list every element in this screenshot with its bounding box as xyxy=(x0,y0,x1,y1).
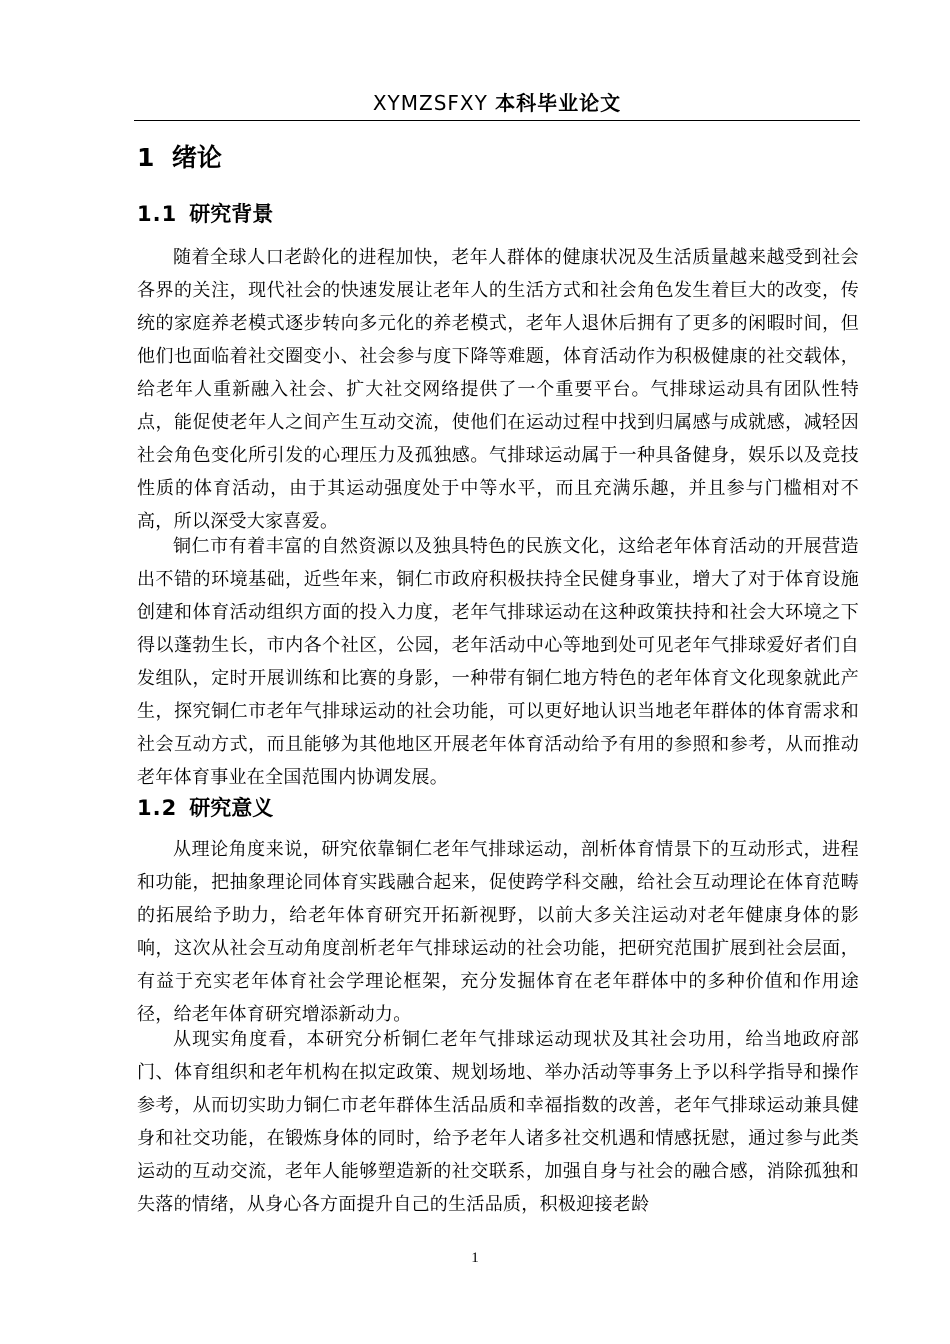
paragraph-significance-2: 从现实角度看，本研究分析铜仁老年气排球运动现状及其社会功用，给当地政府部门、体育组织和老年机构在拟定政策、规划场地、举办活动等事务上予以科学指导和操作参考，从而切实助力铜仁市老年群体生活品质和幸福指数的改善，老年气排球运动兼具健身和社交功能，在锻炼身体的同时，给予老年人诸多社交机遇和情感抚慰，通过参与此类运动的互动交流，老年人能够塑造新的社交联系，加强自身与社会的融合感，消除孤独和失落的情绪，从身心各方面提升自己的生活品质，积极迎接老龄 xyxy=(137,1029,859,1215)
header-rule xyxy=(134,120,860,121)
running-header-latin: XYMZSFXY xyxy=(372,91,488,115)
running-header xyxy=(134,88,860,118)
section-title-text: 研究背景 xyxy=(189,202,274,226)
paragraph-significance-1: 从理论角度来说，研究依靠铜仁老年气排球运动，剖析体育情景下的互动形式，进程和功能，把抽象理论同体育实践融合起来，促使跨学科交融，给社会互动理论在体育范畴的拓展给予助力，给老年体育研究开拓新视野，以前大多关注运动对老年健康身体的影响，这次从社会互动角度剖析老年气排球运动的社会功能，把研究范围扩展到社会层面，有益于充实老年体育社会学理论框架，充分发掘体育在老年群体中的多种价值和作用途径，给老年体育研究增添新动力。 xyxy=(137,839,859,1025)
section-heading-1-2 xyxy=(137,793,273,823)
section-number: 1.1 xyxy=(137,202,178,226)
section-number: 1.2 xyxy=(137,796,178,820)
paragraph-background-1: 随着全球人口老龄化的进程加快，老年人群体的健康状况及生活质量越来越受到社会各界的关注，现代社会的快速发展让老年人的生活方式和社会角色发生着巨大的改变，传统的家庭养老模式逐步转向多元化的养老模式，老年人退休后拥有了更多的闲暇时间，但他们也面临着社交圈变小、社会参与度下降等难题，体育活动作为积极健康的社交载体，给老年人重新融入社会、扩大社交网络提供了一个重要平台。气排球运动具有团队性特点，能促使老年人之间产生互动交流，使他们在运动过程中找到归属感与成就感，减轻因社会角色变化所引发的心理压力及孤独感。气排球运动属于一种具备健身，娱乐以及竞技性质的体育活动，由于其运动强度处于中等水平，而且充满乐趣，并且参与门槛相对不高，所以深受大家喜爱。 xyxy=(137,247,859,532)
running-header-title: 本科毕业论文 xyxy=(495,91,622,115)
chapter-title xyxy=(137,141,222,175)
paragraph-background-2: 铜仁市有着丰富的自然资源以及独具特色的民族文化，这给老年体育活动的开展营造出不错的环境基础，近些年来，铜仁市政府积极扶持全民健身事业，增大了对于体育设施创建和体育活动组织方面的投入力度，老年气排球运动在这种政策扶持和社会大环境之下得以蓬勃生长，市内各个社区，公园，老年活动中心等地到处可见老年气排球爱好者们自发组队，定时开展训练和比赛的身影，一种带有铜仁地方特色的老年体育文化现象就此产生，探究铜仁市老年气排球运动的社会功能，可以更好地认识当地老年群体的体育需求和社会互动方式，而且能够为其他地区开展老年体育活动给予有用的参照和参考，从而推动老年体育事业在全国范围内协调发展。 xyxy=(137,536,859,788)
chapter-number: 1 xyxy=(137,143,155,172)
page-number: 1 xyxy=(471,1250,479,1266)
section-heading-1-1 xyxy=(137,199,273,229)
section-title-text: 研究意义 xyxy=(189,796,274,820)
chapter-title-text: 绪论 xyxy=(171,143,222,172)
